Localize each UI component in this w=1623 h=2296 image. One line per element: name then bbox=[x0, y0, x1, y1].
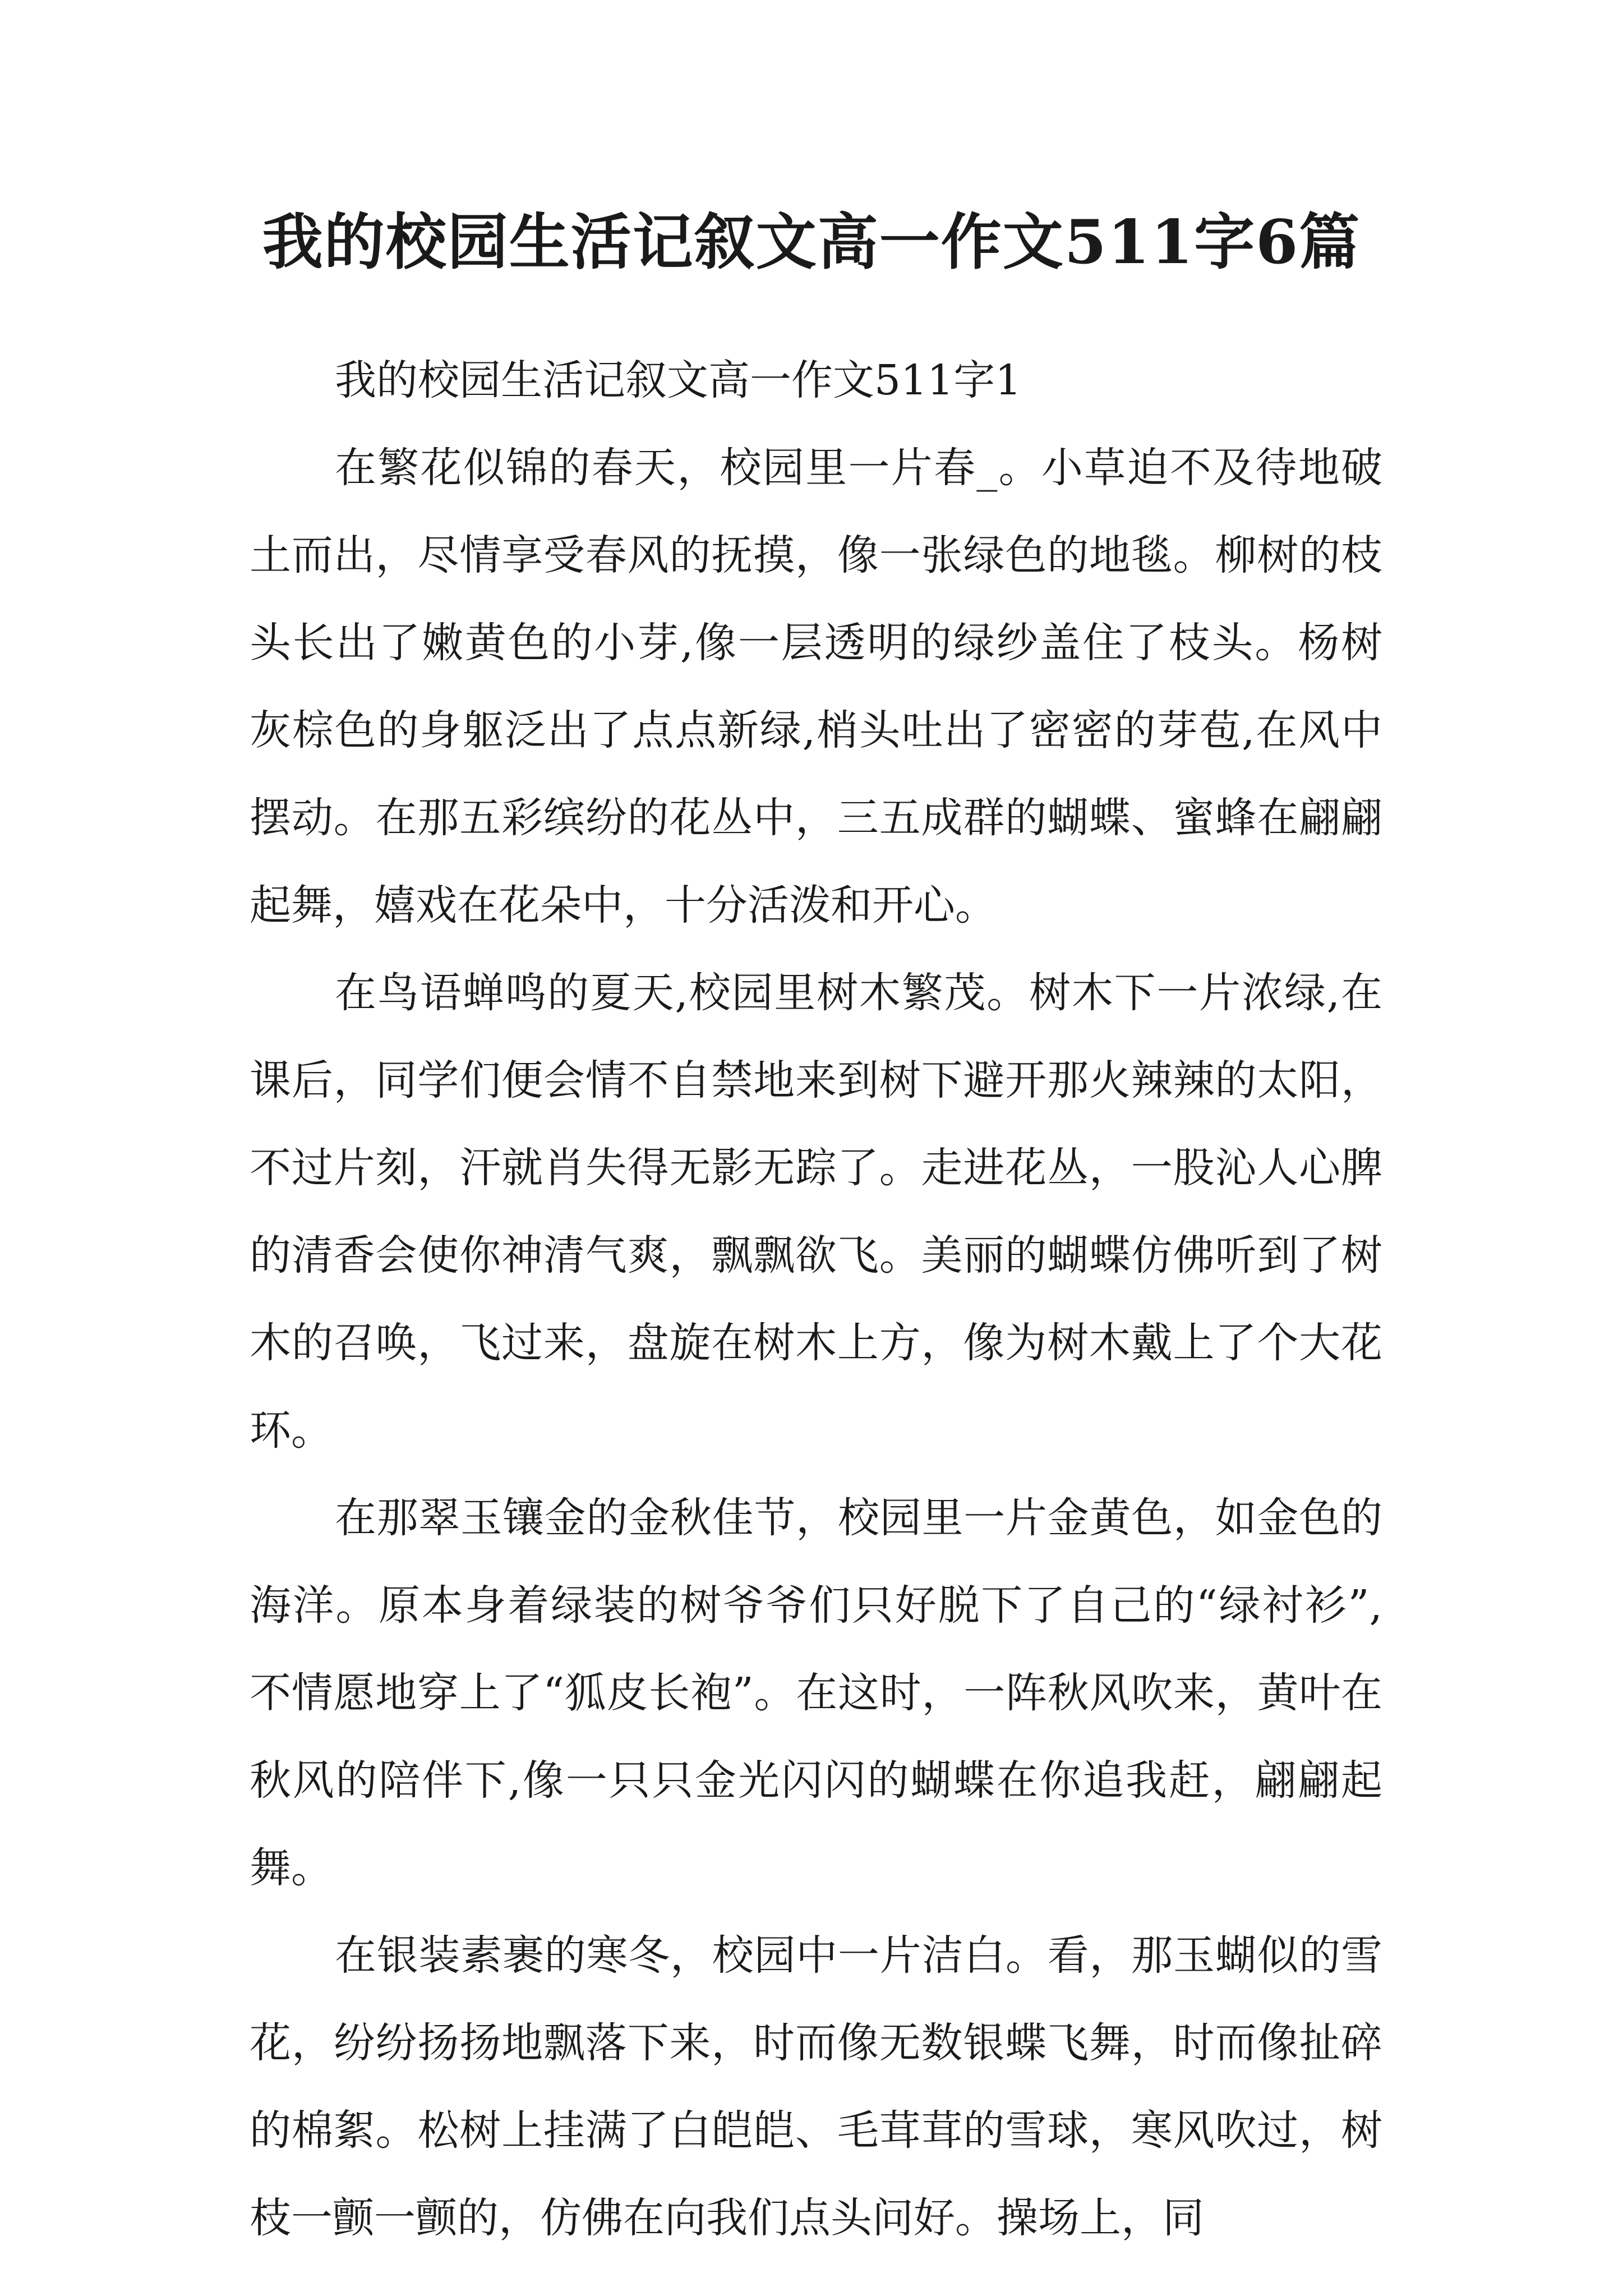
section-heading: 我的校园生活记叙文高一作文511字1 bbox=[335, 356, 1022, 404]
document-title: 我的校园生活记叙文高一作文511字6篇 bbox=[262, 207, 1361, 278]
document-body bbox=[250, 337, 1382, 2262]
paragraph-autumn: 在那翠玉镶金的金秋佳节，校园里一片金黄色，如金色的海洋。原本身着绿装的树爷爷们只好脱下了自己的“绿衬衫”,不情愿地穿上了“狐皮长袍”。在这时，一阵秋风吹来，黄叶在秋风的陪伴下,像一只只金光闪闪的蝴蝶在你追我赶，翩翩起舞。 bbox=[250, 1494, 1382, 1892]
paragraph-summer: 在鸟语蝉鸣的夏天,校园里树木繁茂。树木下一片浓绿,在课后，同学们便会情不自禁地来到树下避开那火辣辣的太阳，不过片刻，汗就肖失得无影无踪了。走进花丛，一股沁人心脾的清香会使你神清气爽，飘飘欲飞。美丽的蝴蝶仿佛听到了树木的召唤，飞过来，盘旋在树木上方，像为树木戴上了个大花环。 bbox=[250, 969, 1382, 1455]
paragraph-winter: 在银装素裹的寒冬，校园中一片洁白。看，那玉蝴似的雪花，纷纷扬扬地飘落下来，时而像无数银蝶飞舞，时而像扯碎的棉絮。松树上挂满了白皑皑、毛茸茸的雪球，寒风吹过，树枝一颤一颤的，仿佛在向我们点头问好。操场上，同 bbox=[250, 1931, 1382, 2242]
paragraph-spring: 在繁花似锦的春天，校园里一片春_。小草迫不及待地破土而出，尽情享受春风的抚摸，像一张绿色的地毯。柳树的枝头长出了嫩黄色的小芽,像一层透明的绿纱盖住了枝头。杨树灰棕色的身躯泛出了点点新绿,梢头吐出了密密的芽苞,在风中摆动。在那五彩缤纷的花丛中，三五成群的蝴蝶、蜜蜂在翩翩起舞，嬉戏在花朵中，十分活泼和开心。 bbox=[250, 444, 1382, 930]
